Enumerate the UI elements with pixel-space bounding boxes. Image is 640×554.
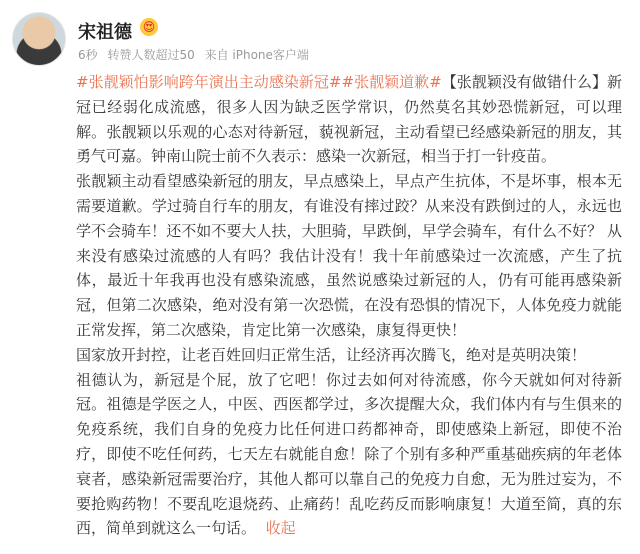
avatar[interactable] — [12, 12, 66, 66]
paragraph-4 — [76, 368, 622, 542]
collapse-link[interactable]: 收起 — [265, 519, 296, 538]
paragraph-3: 国家放开封控，让老百姓回归正常生活，让经济再次腾飞，绝对是英明决策！ — [76, 345, 587, 364]
paragraph-4-text: 祖德认为，新冠是个屁，放了它吧！你过去如何对待流感，你今天就如何对待新冠。祖德是学医之人，中医、西医都学过，多次提醒大众，我们体内有与生俱来的免疫系统，我们自身的免疫力比任何进口药都神奇，即使感染上新冠，即使不治疗，即使不吃任何药，七天左右就能自愈！除了个别有多种严重基础疾病的年老体衰者，感染新冠需要治疗，其他人都可以靠自己的免疫力自愈，无为胜过妄为，不要抢购药物！不要乱吃退烧药、止痛药！乱吃药反而影响康复！大道至简，真的东西，简单到就这么一句话。 — [76, 370, 622, 538]
repost-count: 转赞人数超过50 — [107, 48, 195, 62]
author-name[interactable]: 宋祖德 — [78, 22, 132, 43]
post-meta — [78, 46, 315, 63]
post-header — [12, 12, 628, 68]
paragraph-1-text: 【张靓颖没有做错什么】新冠已经弱化成流感，很多人因为缺乏医学常识，仍然莫名其妙恐慌新冠，可以理解。张靓颖以乐观的心态对待新冠，藐视新冠，主动看望已经感染新冠的朋友，其勇气可嘉。钟南山院士前不久表示：感染一次新冠，相当于打一针疫苗。 — [76, 73, 622, 166]
post-content — [76, 70, 622, 541]
paragraph-2: 张靓颖主动看望感染新冠的朋友，早点感染上，早点产生抗体，不是坏事，根本无需要道歉。学过骑自行车的朋友，有谁没有摔过跤？从来没有跌倒过的人，永远也学不会骑车！还不如不要大人扶，大胆骑，早跌倒，早学会骑车，有什么不好？ 从来没有感染过流感的人有吗？我估计没有！我十年前感染过一次流感，产生了抗体，最近十年我再也没有感染流感，虽然说感染过新冠的人，仍有可能再感染新冠，但第二次感染，绝对没有第一次恐慌，在没有恐惧的情况下，人体免疫力就能正常发挥，第二次感染，肯定比第一次感染，康复得更快！ — [76, 172, 622, 339]
hashtag-link[interactable]: #张靓颖怕影响跨年演出主动感染新冠##张靓颖道歉# — [76, 73, 442, 91]
post-time: 6秒 — [78, 48, 98, 62]
emoji-badge-icon: 😍 — [140, 18, 158, 36]
paragraph-1 — [76, 70, 622, 169]
post-source: 来自 iPhone客户端 — [204, 48, 309, 62]
